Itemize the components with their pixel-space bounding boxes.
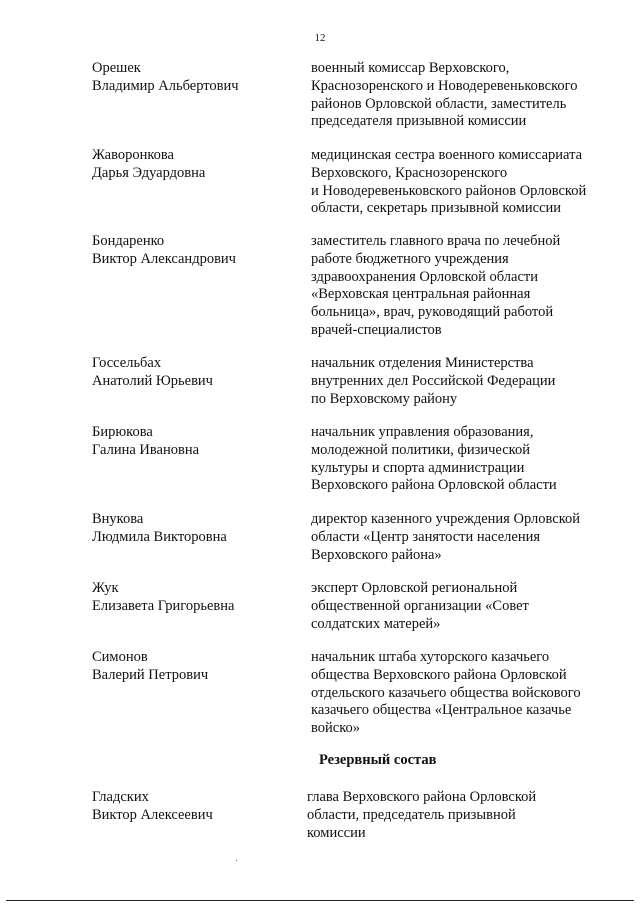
role-line: комиссии [307, 824, 366, 841]
member-given-names: Людмила Викторовна [92, 528, 227, 545]
role-line: области, секретарь призывной комиссии [311, 200, 562, 217]
role-line: эксперт Орловской региональной [311, 580, 518, 596]
role-line: культуры и спорта администрации [311, 459, 525, 476]
member-name [92, 580, 292, 616]
member-role [311, 649, 611, 738]
member-role [311, 580, 611, 633]
member-given-names: Анатолий Юрьевич [92, 372, 213, 389]
member-name [92, 60, 292, 96]
member-name [92, 233, 292, 269]
role-line: Верховского района Орловской области [311, 477, 557, 494]
role-line: начальник штаба хуторского казачьего [311, 649, 550, 665]
role-line: начальник управления образования, [311, 424, 534, 440]
role-line: области «Центр занятости населения [311, 528, 541, 545]
member-surname: Жаворонкова [92, 147, 174, 163]
role-line: больница», врач, руководящий работой [311, 304, 554, 321]
member-surname: Госсельбах [92, 355, 162, 371]
member-surname: Жук [92, 580, 119, 596]
role-line: войско» [311, 720, 361, 737]
member-surname: Гладских [92, 789, 149, 805]
page-bottom-rule [6, 900, 634, 901]
member-role [311, 355, 611, 408]
role-line: и Новодеревеньковского районов Орловской [311, 182, 587, 199]
role-line: «Верховская центральная районная [311, 286, 531, 303]
role-line: внутренних дел Российской Федерации [311, 372, 556, 389]
role-line: солдатских матерей» [311, 615, 441, 632]
role-line: Верховского района» [311, 546, 442, 563]
role-line: районов Орловской области, заместитель [311, 95, 567, 112]
scan-speck [236, 860, 237, 861]
role-line: Краснозоренского и Новодеревеньковского [311, 77, 578, 94]
role-line: глава Верховского района Орловской [307, 789, 537, 805]
role-line: области, председатель призывной [307, 806, 516, 823]
member-given-names: Дарья Эдуардовна [92, 164, 206, 181]
member-surname: Бондаренко [92, 233, 165, 249]
member-role [311, 424, 611, 495]
role-line: общества Верховского района Орловской [311, 666, 567, 683]
member-given-names: Владимир Альбертович [92, 77, 239, 94]
role-line: врачей-специалистов [311, 321, 442, 338]
member-role [307, 789, 607, 842]
member-surname: Внукова [92, 511, 144, 527]
member-role [311, 147, 611, 218]
role-line: молодежной политики, физической [311, 441, 530, 458]
member-role [311, 60, 611, 131]
member-name [92, 147, 292, 183]
role-line: начальник отделения Министерства [311, 355, 534, 371]
member-name [92, 649, 292, 685]
member-given-names: Виктор Алексеевич [92, 806, 213, 823]
role-line: общественной организации «Совет [311, 597, 529, 614]
role-line: казачьего общества «Центральное казачье [311, 702, 572, 719]
role-line: по Верховскому району [311, 390, 458, 407]
member-name [92, 789, 292, 825]
member-name [92, 424, 292, 460]
role-line: отдельского казачьего общества войскового [311, 684, 581, 701]
role-line: военный комиссар Верховского, [311, 60, 510, 76]
role-line: заместитель главного врача по лечебной [311, 233, 561, 249]
member-surname: Симонов [92, 649, 148, 665]
member-name [92, 355, 292, 391]
member-given-names: Галина Ивановна [92, 441, 200, 458]
member-given-names: Елизавета Григорьевна [92, 597, 235, 614]
reserve-section-heading: Резервный состав [319, 752, 437, 768]
member-given-names: Валерий Петрович [92, 666, 209, 683]
member-name [92, 511, 292, 547]
role-line: директор казенного учреждения Орловской [311, 511, 581, 527]
role-line: работе бюджетного учреждения [311, 250, 509, 267]
role-line: здравоохранения Орловской области [311, 268, 538, 285]
role-line: Верховского, Краснозоренского [311, 164, 508, 181]
role-line: председателя призывной комиссии [311, 113, 527, 130]
member-surname: Орешек [92, 60, 141, 76]
member-role [311, 233, 611, 340]
member-surname: Бирюкова [92, 424, 153, 440]
member-role [311, 511, 611, 564]
role-line: медицинская сестра военного комиссариата [311, 147, 583, 163]
member-given-names: Виктор Александрович [92, 250, 236, 267]
page-number: 12 [314, 32, 326, 44]
